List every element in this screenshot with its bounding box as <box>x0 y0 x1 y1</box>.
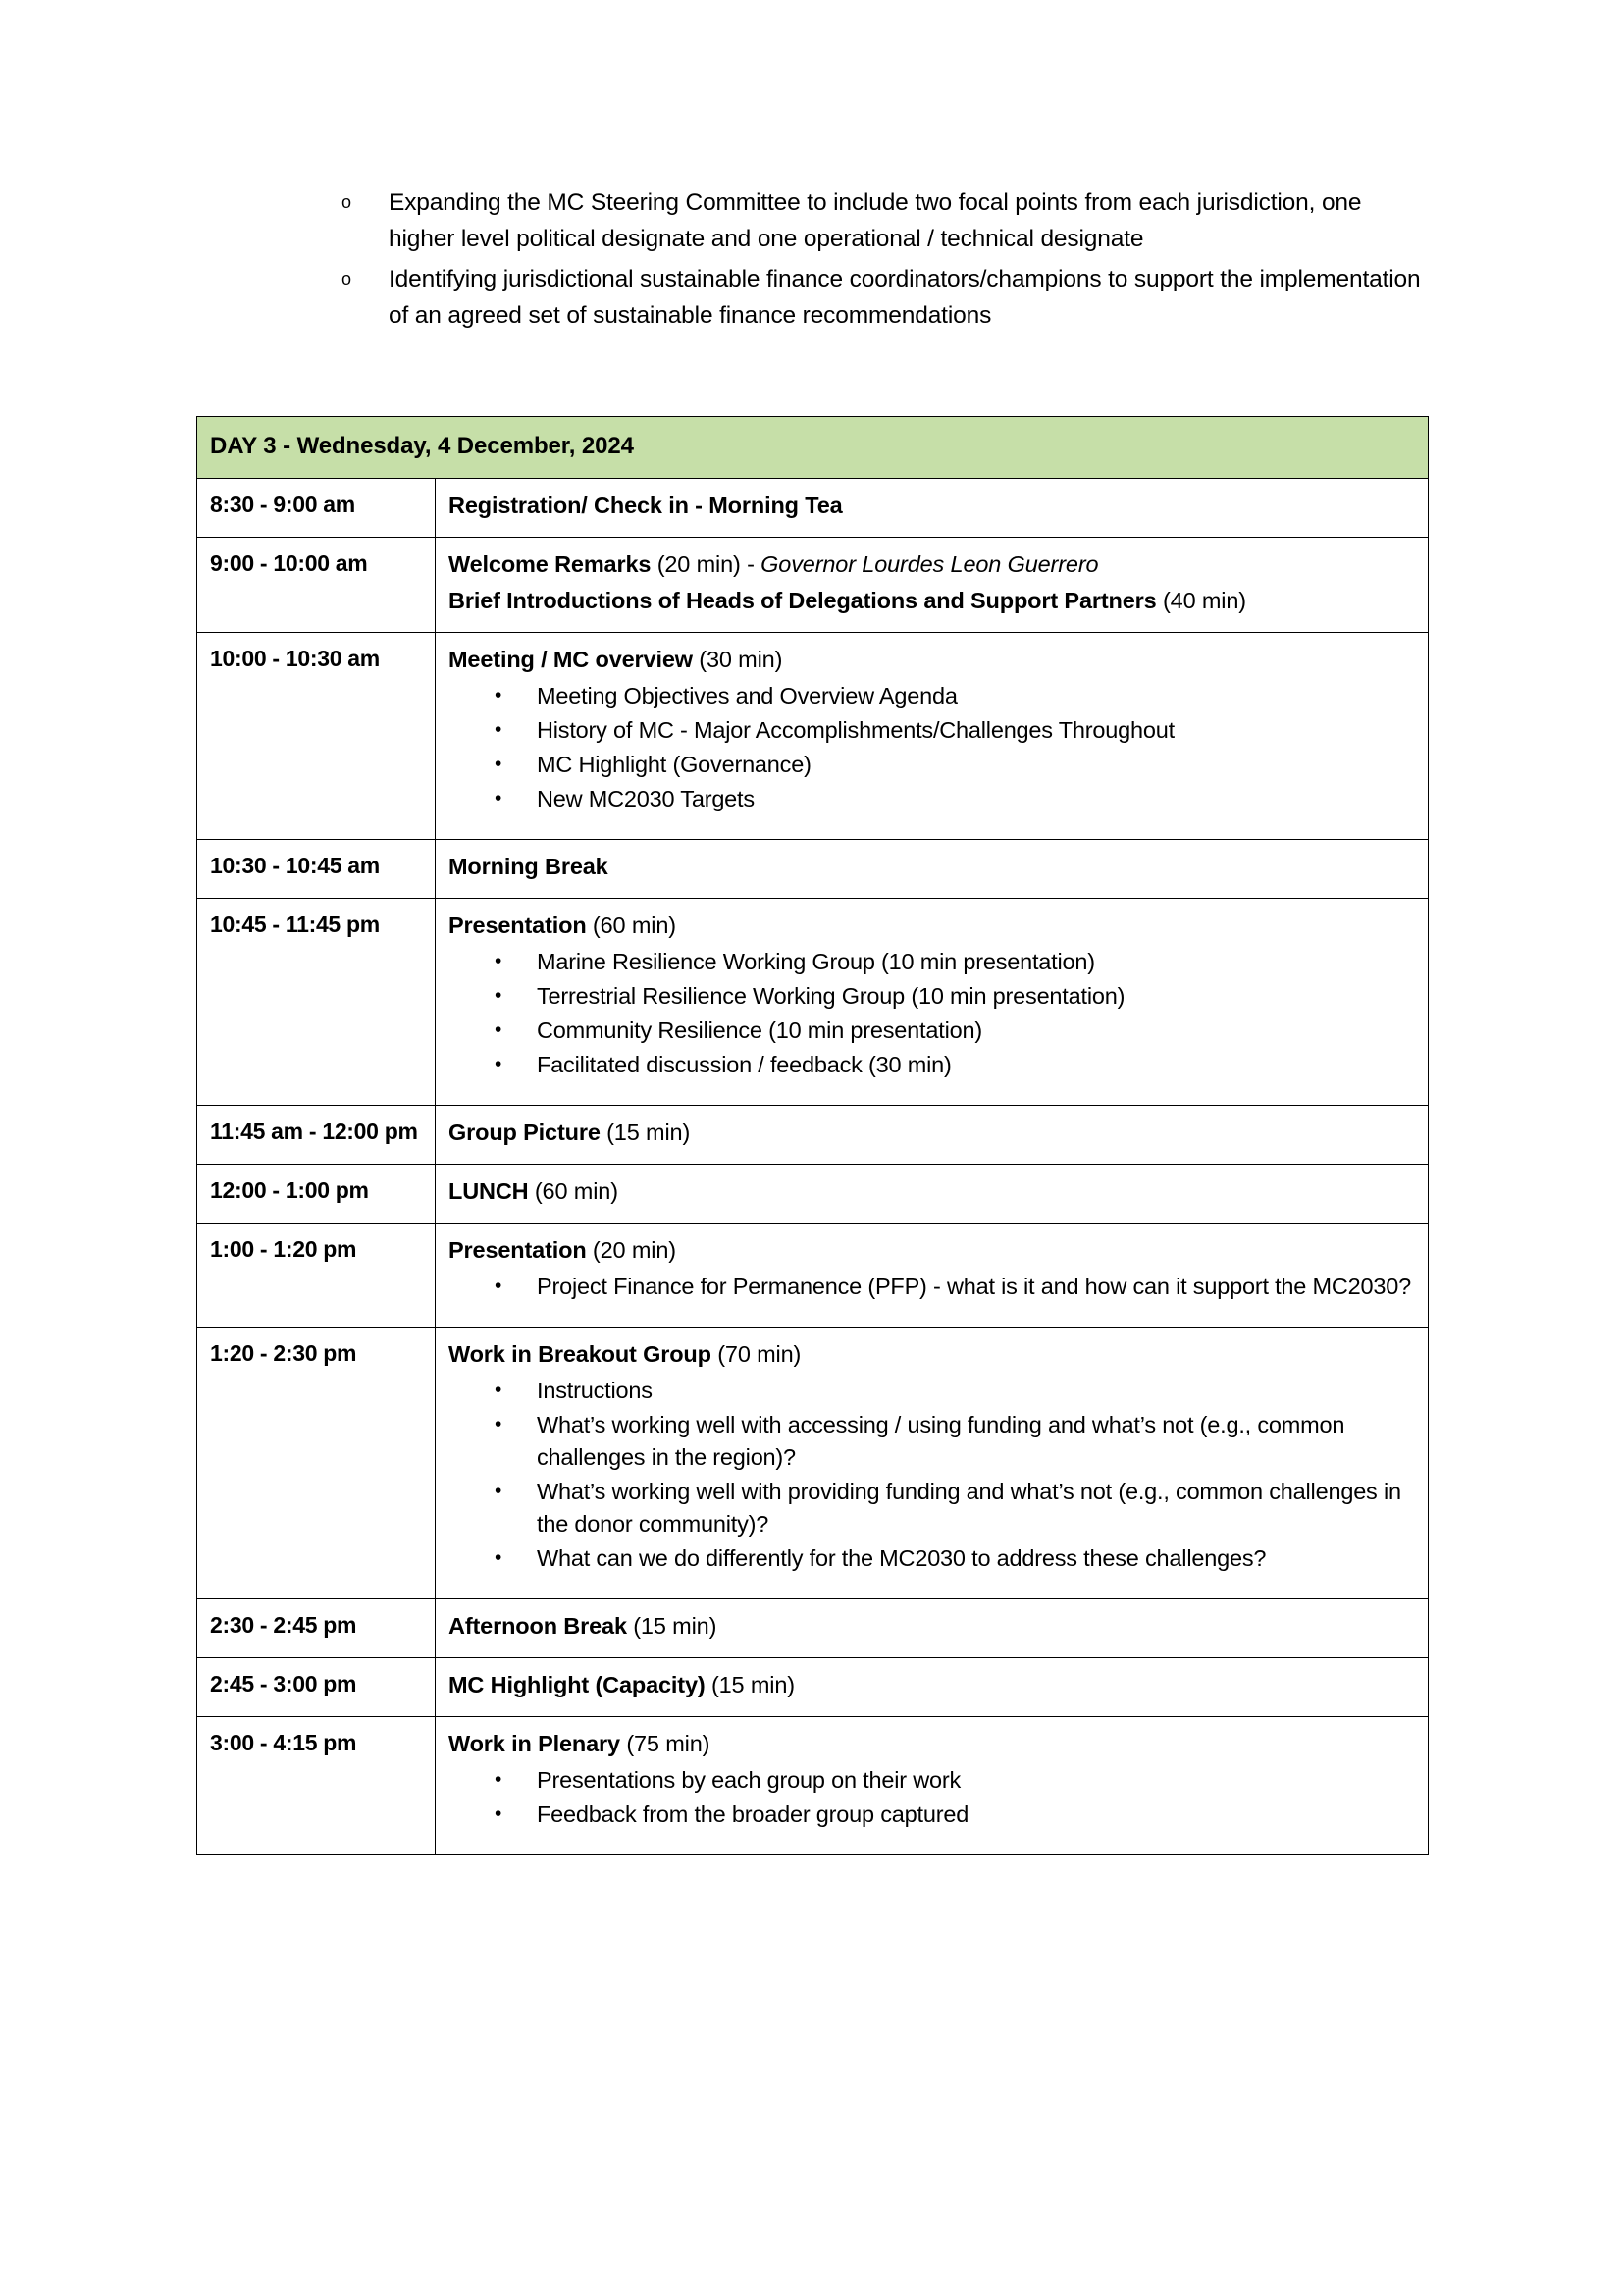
agenda-row <box>197 1165 1429 1224</box>
agenda-description-cell <box>436 1717 1429 1855</box>
agenda-sub-bullet-list <box>448 1375 1415 1575</box>
agenda-description-line <box>448 1175 1415 1208</box>
agenda-description-line <box>448 1234 1415 1267</box>
agenda-description-cell <box>436 899 1429 1106</box>
agenda-description-cell <box>436 479 1429 538</box>
agenda-description-line <box>448 1728 1415 1760</box>
agenda-activity-title: MC Highlight (Capacity) <box>448 1672 706 1697</box>
agenda-time-cell: 2:30 - 2:45 pm <box>197 1599 436 1658</box>
agenda-activity-title: Presentation <box>448 913 587 938</box>
agenda-sub-bullet-item: • New MC2030 Targets <box>448 783 1415 815</box>
agenda-row <box>197 1224 1429 1328</box>
agenda-row <box>197 899 1429 1106</box>
intro-bullet-list <box>196 184 1433 338</box>
agenda-sub-bullet-item: • Marine Resilience Working Group (10 min presentation) <box>448 946 1415 978</box>
agenda-sub-bullet-list <box>448 1271 1415 1303</box>
agenda-day-header-text: DAY 3 - Wednesday, 4 December, 2024 <box>210 433 634 459</box>
agenda-activity-duration: (75 min) <box>619 1731 710 1756</box>
agenda-description-line <box>448 1338 1415 1371</box>
agenda-time-cell: 10:30 - 10:45 am <box>197 840 436 899</box>
agenda-sub-bullet-item: • Community Resilience (10 min presentation) <box>448 1015 1415 1047</box>
agenda-day-header-cell <box>197 417 1429 479</box>
agenda-activity-title: Welcome Remarks <box>448 551 652 577</box>
agenda-description-line <box>448 1669 1415 1701</box>
agenda-description-cell <box>436 1599 1429 1658</box>
agenda-sub-bullet-item: • Presentations by each group on their work <box>448 1764 1415 1797</box>
agenda-description-cell <box>436 538 1429 633</box>
agenda-activity-duration: (40 min) <box>1156 588 1246 613</box>
agenda-sub-bullet-item: • MC Highlight (Governance) <box>448 749 1415 781</box>
intro-list-item <box>196 184 1433 257</box>
agenda-activity-title: LUNCH <box>448 1178 529 1204</box>
agenda-description-line <box>448 548 1415 581</box>
agenda-description-cell <box>436 1328 1429 1599</box>
agenda-time-cell: 12:00 - 1:00 pm <box>197 1165 436 1224</box>
agenda-activity-title: Brief Introductions of Heads of Delegations and Support Partners <box>448 588 1157 613</box>
agenda-row <box>197 633 1429 840</box>
agenda-sub-bullet-item: • Feedback from the broader group captured <box>448 1799 1415 1831</box>
agenda-sub-bullet-item: • Project Finance for Permanence (PFP) - what is it and how can it support the MC2030? <box>448 1271 1415 1303</box>
agenda-activity-duration: (20 min) <box>586 1237 676 1263</box>
agenda-description-cell <box>436 1106 1429 1165</box>
agenda-activity-speaker: Governor Lourdes Leon Guerrero <box>760 551 1099 577</box>
agenda-row <box>197 1599 1429 1658</box>
agenda-activity-title: Work in Plenary <box>448 1731 620 1756</box>
agenda-row <box>197 1658 1429 1717</box>
agenda-row <box>197 538 1429 633</box>
agenda-activity-title: Presentation <box>448 1237 587 1263</box>
agenda-activity-title: Work in Breakout Group <box>448 1341 711 1367</box>
agenda-activity-duration: (15 min) <box>705 1672 795 1697</box>
agenda-activity-duration: (60 min) <box>586 913 676 938</box>
agenda-row <box>197 1106 1429 1165</box>
agenda-sub-bullet-item: • What can we do differently for the MC2030 to address these challenges? <box>448 1542 1415 1575</box>
agenda-activity-duration: (60 min) <box>528 1178 618 1204</box>
agenda-table <box>196 416 1429 1855</box>
agenda-activity-title: Morning Break <box>448 854 608 879</box>
agenda-sub-bullet-item: • Terrestrial Resilience Working Group (10 min presentation) <box>448 980 1415 1013</box>
agenda-time-cell: 3:00 - 4:15 pm <box>197 1717 436 1855</box>
agenda-activity-title: Group Picture <box>448 1120 601 1145</box>
agenda-activity-duration: (20 min) - <box>651 551 761 577</box>
agenda-activity-title: Afternoon Break <box>448 1613 627 1639</box>
agenda-description-line <box>448 851 1415 883</box>
agenda-row <box>197 479 1429 538</box>
agenda-time-cell: 1:20 - 2:30 pm <box>197 1328 436 1599</box>
agenda-time-cell: 10:45 - 11:45 pm <box>197 899 436 1106</box>
agenda-sub-bullet-list <box>448 946 1415 1081</box>
agenda-description-cell <box>436 1224 1429 1328</box>
agenda-sub-bullet-item: • History of MC - Major Accomplishments/Challenges Throughout <box>448 714 1415 747</box>
agenda-time-cell: 10:00 - 10:30 am <box>197 633 436 840</box>
agenda-sub-bullet-list <box>448 1764 1415 1831</box>
agenda-sub-bullet-item: • Instructions <box>448 1375 1415 1407</box>
agenda-row <box>197 1717 1429 1855</box>
agenda-activity-duration: (15 min) <box>600 1120 691 1145</box>
agenda-sub-bullet-item: • Meeting Objectives and Overview Agenda <box>448 680 1415 712</box>
agenda-time-cell: 8:30 - 9:00 am <box>197 479 436 538</box>
agenda-time-cell: 1:00 - 1:20 pm <box>197 1224 436 1328</box>
agenda-description-line <box>448 1117 1415 1149</box>
circle-bullet-icon: o <box>341 192 352 212</box>
agenda-row <box>197 840 1429 899</box>
agenda-description-cell <box>436 840 1429 899</box>
agenda-time-cell: 11:45 am - 12:00 pm <box>197 1106 436 1165</box>
agenda-row <box>197 1328 1429 1599</box>
agenda-description-cell <box>436 633 1429 840</box>
agenda-sub-bullet-item: • What’s working well with providing funding and what’s not (e.g., common challenges in the donor community)? <box>448 1476 1415 1540</box>
agenda-description-line <box>448 910 1415 942</box>
agenda-description-cell <box>436 1658 1429 1717</box>
agenda-sub-bullet-list <box>448 680 1415 815</box>
agenda-description-line <box>448 490 1415 522</box>
agenda-activity-title: Meeting / MC overview <box>448 647 693 672</box>
agenda-description-line <box>448 644 1415 676</box>
agenda-time-cell: 2:45 - 3:00 pm <box>197 1658 436 1717</box>
intro-list-item <box>196 261 1433 334</box>
agenda-table-body <box>197 417 1429 1855</box>
agenda-activity-duration: (70 min) <box>710 1341 802 1367</box>
agenda-description-cell <box>436 1165 1429 1224</box>
intro-list-item-text: Identifying jurisdictional sustainable finance coordinators/champions to support the implementation of an agreed set of sustainable finance recommendations <box>389 266 1421 329</box>
agenda-description-line <box>448 585 1415 617</box>
intro-list-item-text: Expanding the MC Steering Committee to include two focal points from each jurisdiction, one higher level political designate and one operational / technical designate <box>389 189 1362 252</box>
agenda-sub-bullet-item: • What’s working well with accessing / using funding and what’s not (e.g., common challenges in the region)? <box>448 1409 1415 1474</box>
agenda-time-cell: 9:00 - 10:00 am <box>197 538 436 633</box>
agenda-activity-duration: (30 min) <box>692 647 783 672</box>
agenda-description-line <box>448 1610 1415 1643</box>
circle-bullet-icon: o <box>341 269 352 288</box>
agenda-sub-bullet-item: • Facilitated discussion / feedback (30 min) <box>448 1049 1415 1081</box>
agenda-activity-duration: (15 min) <box>626 1613 717 1639</box>
agenda-activity-title: Registration/ Check in - Morning Tea <box>448 493 843 518</box>
agenda-day-header-row <box>197 417 1429 479</box>
